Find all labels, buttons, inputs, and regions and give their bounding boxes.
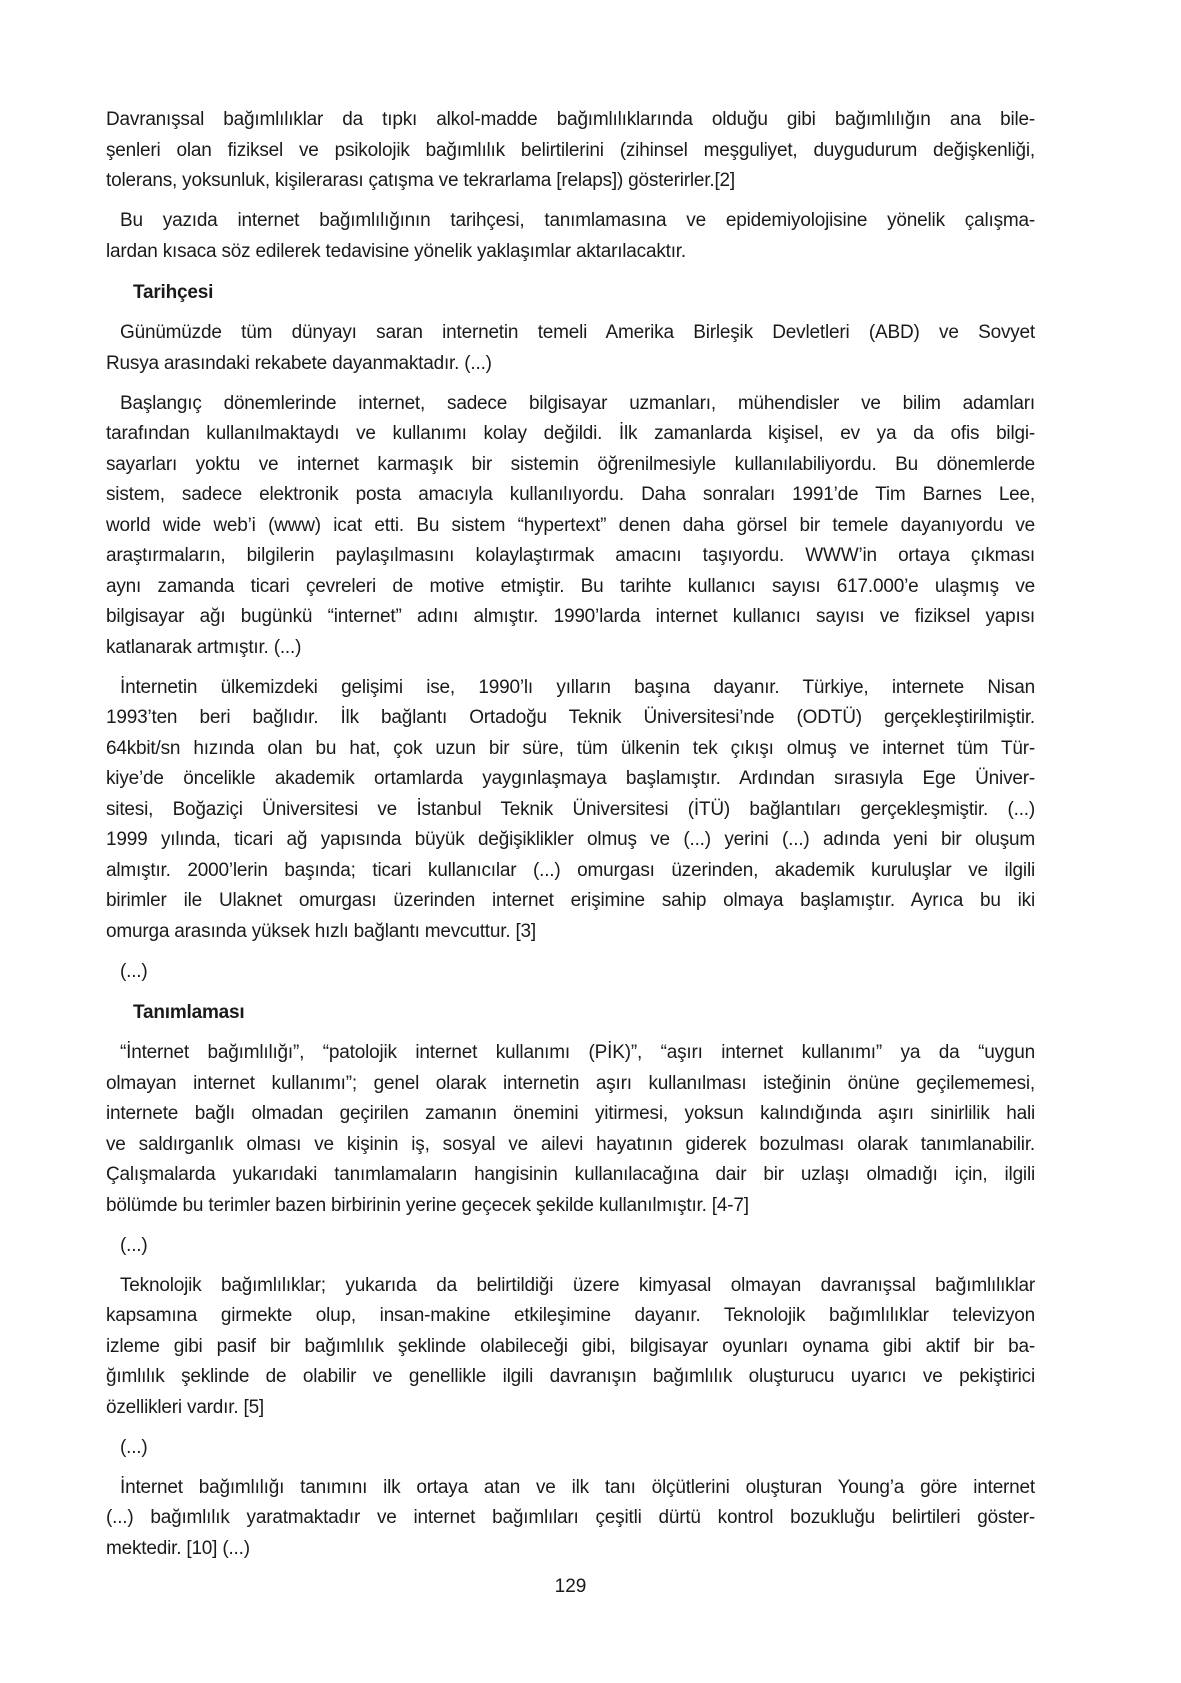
text-line: İnternetin ülkemizdeki gelişimi ise, 1990’lı yılların başına dayanır. Türkiye, internete Nisan — [120, 676, 1035, 698]
text-line: aynı zamanda ticari çevreleri de motive etmiştir. Bu tarihte kullanıcı sayısı 617.000’e ulaşmış ve — [106, 575, 1035, 597]
text-line: kapsamına girmekte olup, insan-makine etkileşimine dayanır. Teknolojik bağımlılıklar televizyon — [106, 1305, 1035, 1326]
document-content — [106, 105, 1035, 1564]
text-line: ğımlılık şeklinde de olabilir ve genellikle ilgili davranışın bağımlılık oluşturucu uyarıcı ve pekiştirici — [106, 1366, 1035, 1387]
text-line: (...) — [120, 960, 148, 982]
section-heading: Tanımlaması — [133, 1002, 245, 1023]
text-line: “İnternet bağımlılığı”, “patolojik internet kullanımı (PİK)”, “aşırı internet kullanımı” ya da “uygun — [120, 1042, 1035, 1063]
text-line: bilgisayar ağı bugünkü “internet” adını almıştır. 1990’larda internet kullanıcı sayısı ve fiziksel yapısı — [106, 606, 1035, 627]
section-heading: Tarihçesi — [133, 282, 214, 303]
text-line: 64kbit/sn hızında olan bu hat, çok uzun bir süre, tüm ülkenin tek çıkışı olmuş ve internet tüm Tür- — [106, 737, 1035, 759]
text-line: sistem, sadece elektronik posta amacıyla kullanılıyordu. Daha sonraları 1991’de Tim Barnes Lee, — [106, 484, 1035, 505]
text-line: 1993’ten beri bağlıdır. İlk bağlantı Ortadoğu Teknik Üniversitesi’nde (ODTÜ) gerçekleştirilmiştir. — [106, 707, 1035, 728]
text-line: 1999 yılında, ticari ağ yapısında büyük değişiklikler olmuş ve (...) yerini (...) adında yeni bir oluşum — [106, 829, 1035, 850]
text-line: Teknolojik bağımlılıklar; yukarıda da belirtildiği üzere kimyasal olmayan davranışsal bağımlılıklar — [120, 1274, 1035, 1296]
text-line: (...) bağımlılık yaratmaktadır ve internet bağımlıları çeşitli dürtü kontrol bozukluğu belirtileri göster- — [106, 1507, 1035, 1528]
text-line: tarafından kullanılmaktaydı ve kullanımı kolay değildi. İlk zamanlarda kişisel, ev ya da ofis bilgi- — [106, 423, 1035, 444]
text-line: Çalışmalarda yukarıdaki tanımlamaların hangisinin kullanılacağına dair bir uzlaşı olmadığı için, ilgili — [106, 1164, 1035, 1185]
text-line: Bu yazıda internet bağımlılığının tarihçesi, tanımlamasına ve epidemiyolojisine yönelik çalışma- — [120, 210, 1035, 231]
text-line: izleme gibi pasif bir bağımlılık şeklinde olabileceği gibi, bilgisayar oyunları oynama gibi aktif bir ba- — [106, 1335, 1035, 1357]
paragraph — [106, 206, 1035, 267]
text-line: olmayan internet kullanımı”; genel olarak internetin aşırı kullanılması isteğinin önüne geçilememesi, — [106, 1072, 1035, 1094]
text-line: İnternet bağımlılığı tanımını ilk ortaya atan ve ilk tanı ölçütlerini oluşturan Young’a göre internet — [120, 1476, 1035, 1498]
paragraph — [106, 957, 1035, 988]
text-line: Davranışsal bağımlılıklar da tıpkı alkol-madde bağımlılıklarında olduğu gibi bağımlılığın ana bile- — [106, 109, 1035, 130]
text-line: (...) — [120, 1436, 148, 1458]
text-line: tolerans, yoksunluk, kişilerarası çatışma ve tekrarlama [relaps]) gösterirler.[2] — [106, 170, 735, 191]
paragraph — [106, 105, 1035, 197]
text-line: (...) — [120, 1234, 148, 1256]
paragraph — [106, 389, 1035, 664]
text-line: bölümde bu terimler bazen birbirinin yerine geçecek şekilde kullanılmıştır. [4-7] — [106, 1194, 749, 1216]
paragraph — [106, 1433, 1035, 1464]
text-line: world wide web’i (www) icat etti. Bu sistem “hypertext” denen daha görsel bir temele dayanıyordu ve — [106, 514, 1035, 536]
text-line: almıştır. 2000’lerin başında; ticari kullanıcılar (...) omurgası üzerinden, akademik kuruluşlar ve ilgili — [106, 859, 1035, 881]
text-line: Başlangıç dönemlerinde internet, sadece bilgisayar uzmanları, mühendisler ve bilim adamları — [120, 392, 1035, 414]
paragraph — [106, 1038, 1035, 1221]
text-line: sitesi, Boğaziçi Üniversitesi ve İstanbul Teknik Üniversitesi (İTÜ) bağlantıları gerçekleşmiştir. (...) — [106, 798, 1035, 820]
text-line: araştırmaların, bilgilerin paylaşılmasını kolaylaştırmak amacını taşıyordu. WWW’in ortaya çıkması — [106, 545, 1035, 566]
text-line: katlanarak artmıştır. (...) — [106, 636, 302, 658]
text-line: Günümüzde tüm dünyayı saran internetin temeli Amerika Birleşik Devletleri (ABD) ve Sovyet — [120, 322, 1035, 343]
text-line: kiye’de öncelikle akademik ortamlarda yaygınlaşmaya başlamıştır. Ardından sırasıyla Ege Üniver- — [106, 768, 1035, 789]
text-line: Rusya arasındaki rekabete dayanmaktadır. (...) — [106, 352, 492, 374]
text-line: omurga arasında yüksek hızlı bağlantı mevcuttur. [3] — [106, 920, 536, 942]
text-line: internete bağlı olmadan geçirilen zamanın önemini yitirmesi, yoksun kalındığında aşırı sinirlilik hali — [106, 1103, 1035, 1124]
paragraph — [106, 1271, 1035, 1424]
text-line: lardan kısaca söz edilerek tedavisine yönelik yaklaşımlar aktarılacaktır. — [106, 240, 686, 262]
paragraph — [106, 673, 1035, 948]
text-line: ve saldırganlık olması ve kişinin iş, sosyal ve ailevi hayatının giderek bozulması olarak tanımlanabilir. — [106, 1133, 1035, 1155]
text-line: birimler ile Ulaknet omurgası üzerinden internet erişimine sahip olmaya başlamıştır. Ayrıca bu iki — [106, 890, 1035, 911]
text-line: özellikleri vardır. [5] — [106, 1396, 265, 1418]
paragraph — [106, 1231, 1035, 1262]
text-line: mektedir. [10] (...) — [106, 1537, 250, 1559]
paragraph — [106, 318, 1035, 379]
text-line: şenleri olan fiziksel ve psikolojik bağımlılık belirtilerini (zihinsel meşguliyet, duygudurum değişkenliği, — [106, 139, 1035, 161]
text-line: sayarları yoktu ve internet karmaşık bir sistemin öğrenilmesiyle kullanılabiliyordu. Bu dönemlerde — [106, 453, 1035, 475]
paragraph — [106, 1473, 1035, 1565]
page-number: 129 — [554, 1576, 587, 1597]
